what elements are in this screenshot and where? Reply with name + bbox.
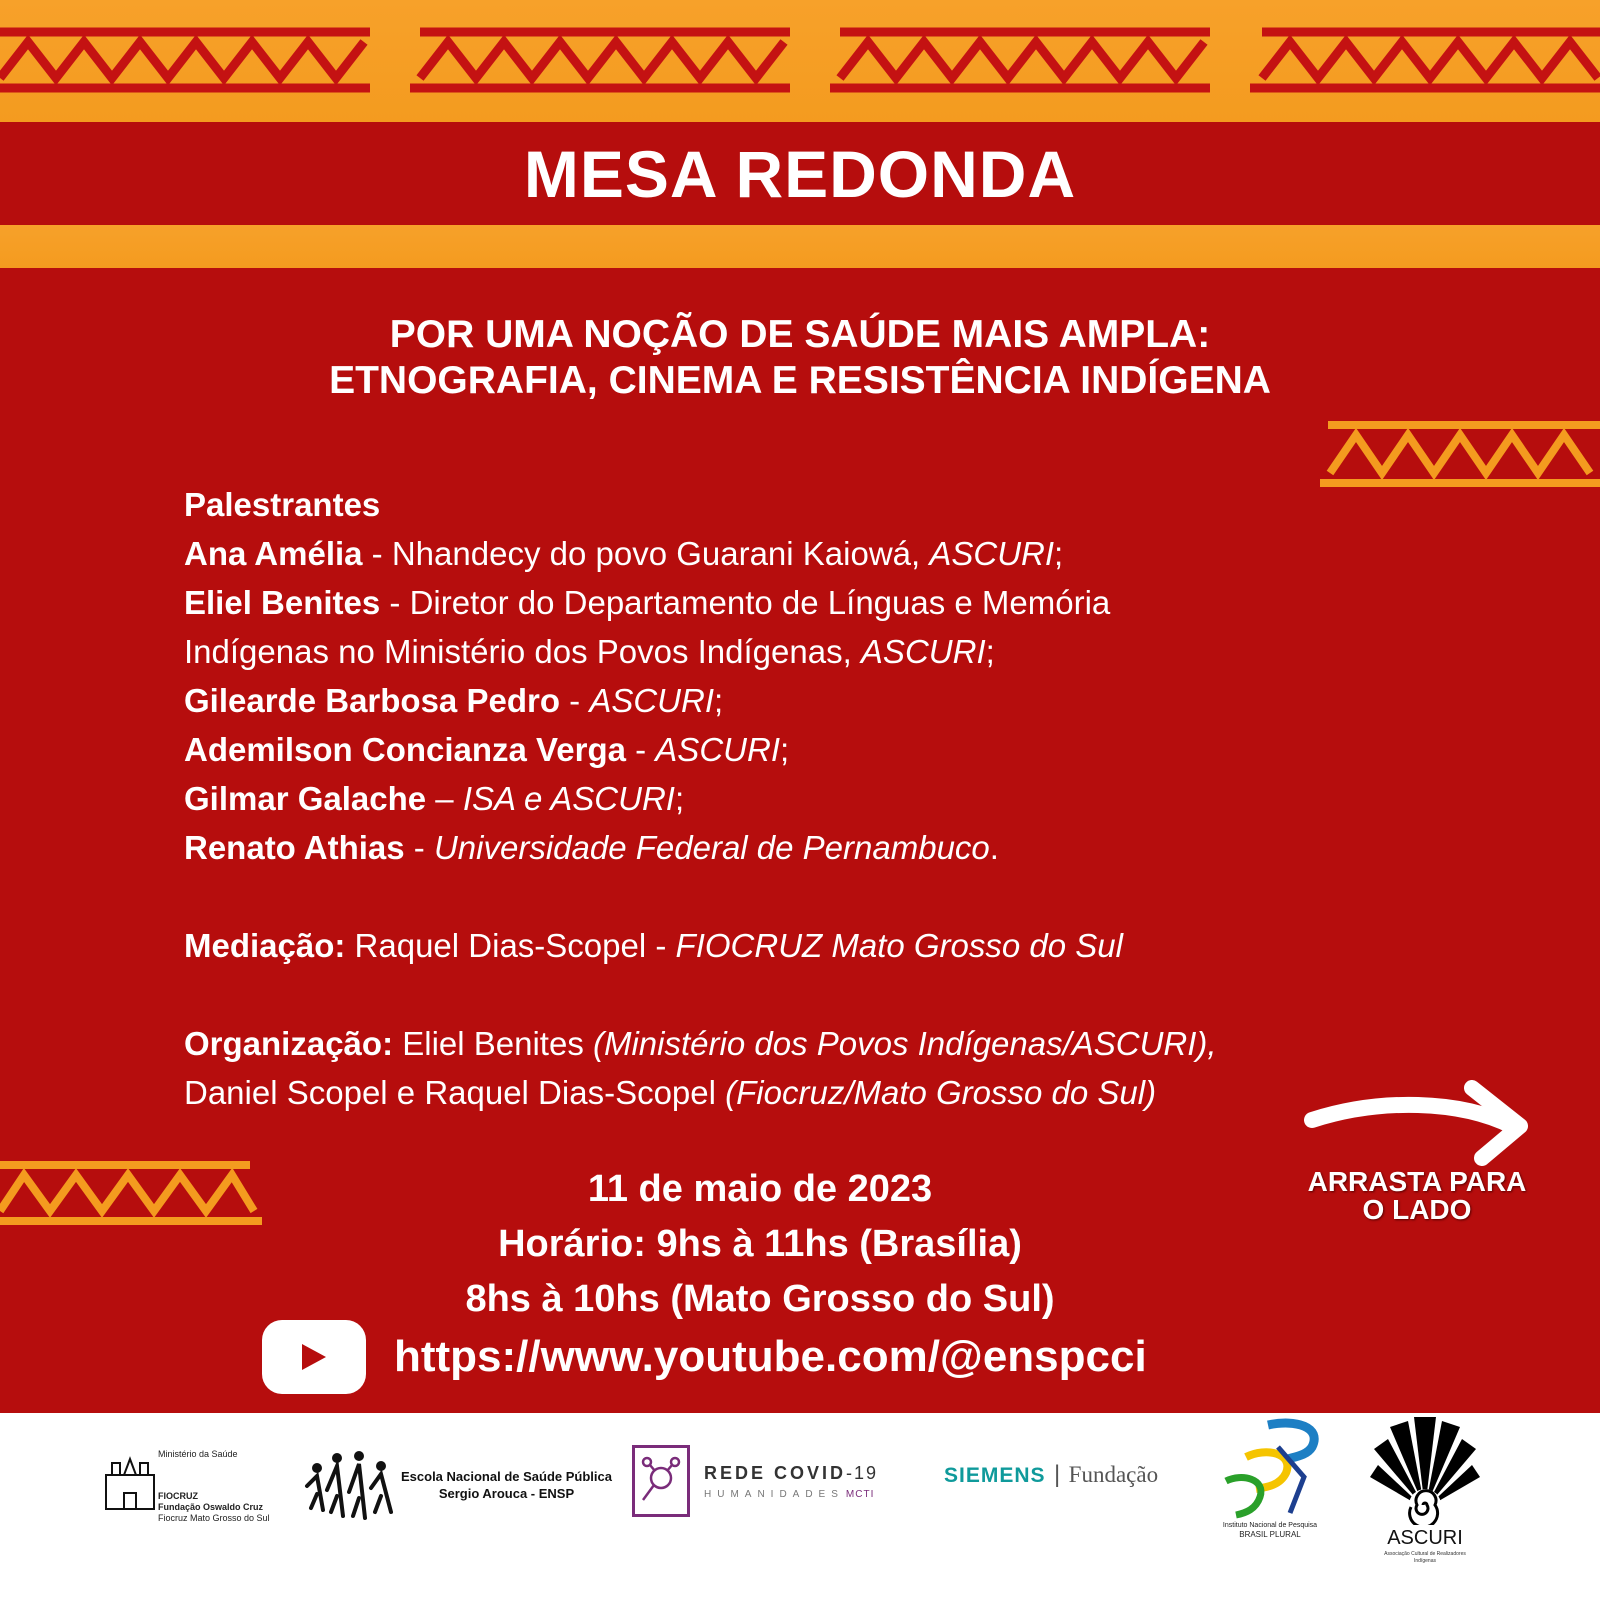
event-subtitle: [0, 312, 1600, 404]
orange-divider-band: [0, 225, 1600, 268]
speaker-item: Renato Athias - Universidade Federal de Pernambuco.: [184, 829, 999, 866]
fiocruz-building-icon: [102, 1453, 158, 1511]
brasil-plural-logo: Instituto Nacional de Pesquisa BRASIL PLURAL: [1210, 1417, 1330, 1547]
speaker-item: Gilmar Galache – ISA e ASCURI;: [184, 780, 685, 817]
rede-covid-icon: [632, 1445, 690, 1517]
top-pattern-band: [0, 0, 1600, 122]
event-time-brasilia: Horário: 9hs à 11hs (Brasília): [498, 1223, 1022, 1265]
organization-line-1: Organização: Eliel Benites (Ministério dos Povos Indígenas/ASCURI),: [184, 1025, 1217, 1062]
rede-covid-logo: REDE COVID-19 HUMANIDADES MCTI: [632, 1445, 894, 1521]
fiocruz-logo: Ministério da Saúde FIOCRUZ Fundação Oswaldo Cruz Fiocruz Mato Grosso do Sul: [102, 1449, 282, 1539]
ascuri-emblem-icon: [1370, 1413, 1480, 1525]
tribal-pattern: [0, 18, 1600, 100]
siemens-fundacao-logo: SIEMENS | Fundação: [944, 1461, 1159, 1488]
ensp-logo: Escola Nacional de Saúde Pública Sergio Arouca - ENSP: [303, 1446, 608, 1520]
youtube-url[interactable]: https://www.youtube.com/@enspcci: [394, 1332, 1147, 1381]
speaker-item: Eliel Benites - Diretor do Departamento de Línguas e Memória: [184, 584, 1111, 621]
event-date: 11 de maio de 2023: [587, 1168, 933, 1210]
speaker-item-continued: Indígenas no Ministério dos Povos Indígenas, ASCURI;: [184, 633, 995, 670]
speakers-block: [184, 480, 1304, 1117]
swipe-label: ARRASTA PARA O LADO: [1307, 1166, 1527, 1225]
speaker-item: Ana Amélia - Nhandecy do povo Guarani Kaiowá, ASCURI;: [184, 535, 1064, 572]
subtitle-line-2: ETNOGRAFIA, CINEMA E RESISTÊNCIA INDÍGENA: [329, 359, 1271, 402]
brasil-plural-icon: [1216, 1417, 1326, 1521]
ascuri-logo: ASCURI Associação Cultural de Realizadores Indígenas: [1370, 1413, 1480, 1583]
speakers-heading: Palestrantes: [184, 486, 381, 523]
tribal-decoration-left: [0, 1157, 262, 1229]
event-schedule: [360, 1162, 1160, 1327]
youtube-link-row[interactable]: [262, 1320, 1147, 1394]
ensp-people-icon: [303, 1446, 395, 1520]
youtube-play-icon[interactable]: [262, 1320, 366, 1394]
sponsors-footer: [0, 1413, 1600, 1600]
organization-line-2: Daniel Scopel e Raquel Dias-Scopel (Fiocruz/Mato Grosso do Sul): [184, 1074, 1157, 1111]
speaker-item: Ademilson Concianza Verga - ASCURI;: [184, 731, 790, 768]
mediation-line: Mediação: Raquel Dias-Scopel - FIOCRUZ Mato Grosso do Sul: [184, 927, 1123, 964]
speaker-item: Gilearde Barbosa Pedro - ASCURI;: [184, 682, 724, 719]
page-title: MESA REDONDA: [523, 136, 1077, 211]
title-bar: [0, 122, 1600, 225]
tribal-decoration-right: [1320, 417, 1600, 491]
subtitle-line-1: POR UMA NOÇÃO DE SAÚDE MAIS AMPLA:: [389, 313, 1211, 356]
event-time-ms: 8hs à 10hs (Mato Grosso do Sul): [465, 1278, 1055, 1320]
